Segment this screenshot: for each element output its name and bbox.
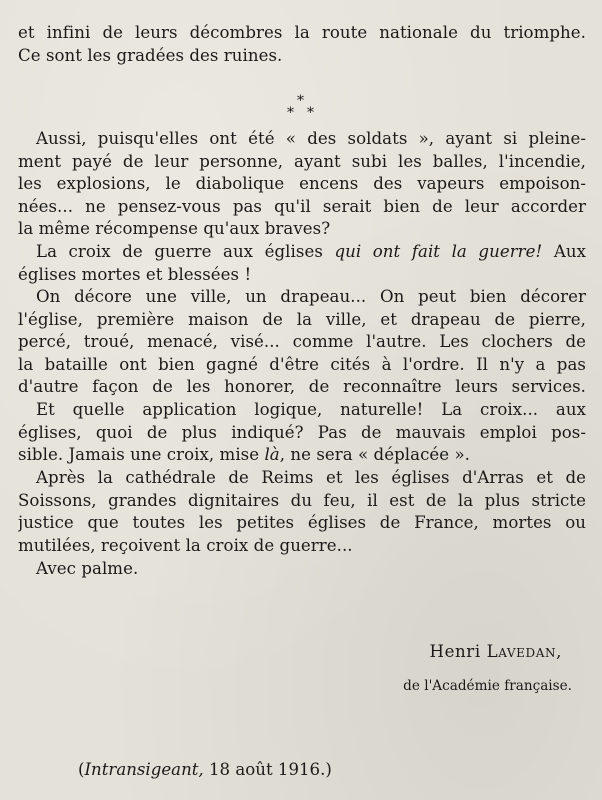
p2-line-1-italic: qui ont fait la guerre! [334,242,543,261]
paragraph-4 [18,399,586,467]
p3-line-1: On décore une ville, un drapeau... On peut bien décorer [36,287,586,306]
paragraph-2 [18,241,586,286]
p3-line-4: la bataille ont bien gagné d'être cités à l'ordre. Il n'y a pas [18,354,586,374]
citation-source: Intransigeant, [84,760,204,779]
p2-line-1-end: Aux [542,242,586,261]
asterism-separator [285,94,321,124]
asterism-star-left: * [287,105,294,121]
p3-line-5: d'autre façon de les honorer, de reconnaître leurs services. [18,377,586,397]
p1-line-5: la même récompense qu'aux braves? [18,219,331,239]
asterism-star-right: * [307,105,314,121]
citation-open-paren: ( [78,760,85,779]
paragraph-5 [18,467,586,557]
paragraph-3 [18,286,586,399]
intro-line-1: et infini de leurs décombres la route nationale du triomphe. [18,23,586,42]
intro-paragraph [18,22,586,67]
signature-name [430,642,562,661]
paragraph-6: Avec palme. [36,559,139,578]
p1-line-1: Aussi, puisqu'elles ont été « des soldats », ayant si pleine- [36,129,586,148]
p5-line-3: justice que toutes les petites églises de France, mortes ou [18,513,586,533]
p4-line-3-text: sible. Jamais une croix, mise [18,445,265,465]
p2-line-1-text: La croix de guerre aux églises [36,242,335,261]
p5-line-1: Après la cathédrale de Reims et les églises d'Arras et de [36,468,586,487]
p4-line-3 [18,444,586,467]
signature-first-name: Henri [429,642,487,661]
signature-comma: , [556,642,562,661]
intro-line-2: Ce sont les gradées des ruines. [18,45,283,65]
p4-line-2: églises, quoi de plus indiqué? Pas de mauvais emploi pos- [18,422,586,442]
citation-date: 18 août 1916.) [203,760,332,779]
p1-line-2: ment payé de leur personne, ayant subi les balles, l'incendie, [18,151,586,171]
p1-line-4: nées... ne pensez-vous pas qu'il serait bien de leur accorder [18,196,586,216]
p1-line-3: les explosions, le diabolique encens des vapeurs empoison- [18,174,586,194]
p5-line-4: mutilées, reçoivent la croix de guerre... [18,535,353,555]
p2-line-1 [18,241,586,264]
p2-line-2: églises mortes et blessées ! [18,264,252,284]
p4-line-3-italic: là [264,445,280,465]
signature-last-name: Lavedan [486,642,557,661]
p5-line-2: Soissons, grandes dignitaires du feu, il est de la plus stricte [18,490,586,510]
p3-line-3: percé, troué, menacé, visé... comme l'autre. Les clochers de [18,332,586,352]
p4-line-1: Et quelle application logique, naturelle! La croix... aux [36,400,586,419]
signature-affiliation: de l'Académie française. [403,678,572,694]
asterism-star-top: * [297,93,304,109]
p3-line-2: l'église, première maison de la ville, et drapeau de pierre, [18,309,586,329]
paragraph-1 [18,128,586,241]
source-citation [78,760,332,779]
p4-line-3-end: , ne sera « déplacée ». [279,445,471,465]
